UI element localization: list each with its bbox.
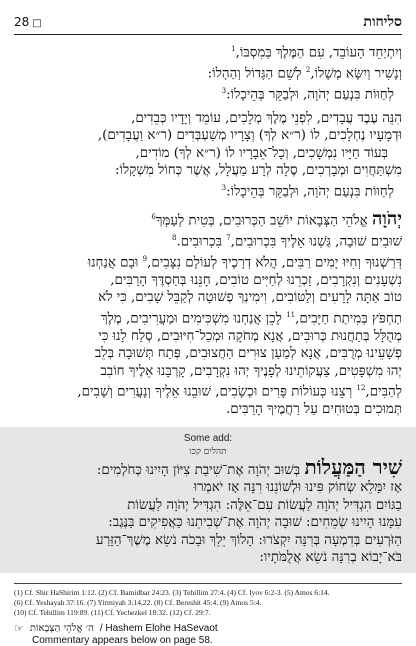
footnote-line: (1) Cf. Shir HaShirim 1:12. (2) Cf. Bamidbar 24:23. (3) Tehillim 27:4. (4) Cf. Iyov 6:2-3. (5) Amos 6:14. [14, 587, 330, 597]
text-line: וּדְמָעָיו נֶחְלָכִים, לוֹ (ר״א לְךָ) וְצָרָיו מְשַׁעְבְּדִים (ר״א וַעֲבָדִים), [97, 128, 402, 144]
text-line: לְהַבִּים,$^{12}$ רְצֵנוּ כְּעוֹלוֹת פָּרִים וּכְשָׂבִים, שׁוּבֵנוּ אֵלֶיךָ וְנָעֲרִים וְשָׁבִים, [77, 384, 402, 400]
footnote-line: (10) Cf. Tehillim 119:89. (11) Cf. Yechezkel 18:32. (12) Cf. 29:7. [14, 607, 211, 617]
text-line: תְּמוּכִים בְּטוּחִים עַל רַחֲמֶיךָ הָרַבִּים. [226, 402, 402, 418]
footnote-line: (6) Cf. Yeshayah 37:16. (7) Yirmiyah 3:14,22. (8) Cf. Bereshit 45:4. (9) Amos 5:4. [14, 597, 262, 607]
psalm-section [0, 427, 416, 573]
text-line: יְהוּ מִשְׁפָּטִים, צַעֲקוֹתֵינוּ לְפָנֶיךָ יְהוּ נִקְרָבִים, קָרְבָּנוּ אֵלֶיךָ חוֹבִב [100, 363, 402, 379]
text-line: פְשָׁעֵינוּ מְרֻבִּים, אֲנָא לְמַעַן צוּרִים הַחֲצוּבִים, פְּתַח תְּשׁוּבָה בְּלֵב [94, 346, 402, 362]
text-line: וְנָשִׁיר וְיִשָּׂא מְשָׁלוֹ,$^2$ לְשֵׁם הַגָּדוֹל וְהַהָלוֹ: [207, 65, 402, 82]
text-line: נִשְׁעָנִים וְנִקְרָבִים, זָכְרֵנוּ לְחַיִּים טוֹבִים, חָנֵּנוּ בְּחַסְדֶּךָ הָרַבִּים, [110, 272, 402, 288]
text-line: הִנֵּה עֶבֶד עֲבָדִים, לִפְנֵי מֶלֶךְ מְלָכִים, עוֹמֵד וְיָדָיו כְּבֵדִים, [131, 110, 402, 126]
selichot-text [14, 41, 402, 419]
text-line: אָז יִמָּלֵא שְׂחוֹק פִּינוּ וּלְשׁוֹנֵנוּ רִנָּה אָז יֹאמְרוּ [193, 480, 402, 496]
some-add-note: Some add: [183, 432, 233, 444]
commentary-heading [14, 622, 402, 635]
footnotes [14, 583, 402, 618]
text-line: תַחְפֹּץ בְּמִיתַת חַיָּבִים,$^{11}$ לָכֵן אֲנַחְנוּ מִשְׁכִּימִים וּמַעֲרִיבִים, מֶלֶךְ [100, 310, 402, 327]
text-line: דְּרַשְׁנוּךָ וְחִיּוּ יָמִים רַבִּים, הֲלֹא דְרָכֶיךָ לְעוֹלָם נִצָּבִים,$^9$ וּבָם אֲנַחְנוּ [87, 254, 402, 271]
text-line: בַגּוֹיִם הִגְדִּיל יְהֹוָה לַעֲשׂוֹת עִם־אֵלֶּה: הִגְדִּיל יְהֹוָה לַעֲשׂוֹת [127, 497, 402, 513]
lead-word: יְהֹוָה [371, 208, 402, 230]
refrain-line: לְחַוּוֹת בִּנְעַם יְהֹוָה, וּלְבַקֵּר בְּהֵיכָלוֹ:$^3$ [221, 183, 394, 200]
text-line: שִׁיר הַמַּעֲלוֹת בְּשׁוּב יְהֹוָה אֶת־שִׁיבַת צִיּוֹן הָיִינוּ כְּחֹלְמִים: [96, 454, 402, 479]
psalm-text [14, 454, 402, 567]
text-line: בֹּא־יָבוֹא בְרִנָּה נֹשֵׂא אֲלֻמֹּתָיו: [259, 550, 402, 566]
text-line: בְּעוֹד חַיָּיו נִמְשָׁכִים, וְכָל־אֵבָרָיו לוֹ (ר״א לְךָ) מוֹדִים, [135, 145, 388, 161]
page-header [14, 10, 402, 35]
psalm-title: שִׁיר הַמַּעֲלוֹת [304, 454, 402, 479]
siddur-page [0, 10, 416, 646]
text-line: עִמָּנוּ הָיִינוּ שְׂמֵחִים: שׁוּבָה יְהֹוָה אֶת־שְׁבִיתֵנוּ כַּאֲפִיקִים בַּנֶּגֶב: [108, 515, 402, 531]
refrain-line: לְחַוּוֹת בִּנְעַם יְהֹוָה, וּלְבַקֵּר בְּהֵיכָלוֹ:$^3$ [221, 86, 394, 103]
text-line: טוֹב אַתָּה לָרָעִים וְלַטּוֹבִים, וִימִינְךָ פְשׁוּטָה לְקַבֵּל שָׁבִים, כִּי לֹא [98, 290, 402, 306]
text-line: שׁוּבִים שׁוּבָה, גַּשְׁנוּ אֵלֶיךָ בִּכְרוּבִים,$^7$ בִּכְרוּבִים.$^8$ [171, 233, 402, 250]
commentary-english: / Hashem Elohe HaSevaot [99, 622, 218, 634]
running-head: סליחות [363, 13, 402, 30]
page-number: 28 □ [14, 15, 42, 29]
pointing-hand-icon: ☞ [14, 622, 24, 635]
text-line: יְהֹוָה אֱלֹהֵי הַצְּבָאוֹת יוֹשֵׁב הַכְּרוּבִים, בְּטִית לְעַמְּךָ$^6$ [151, 208, 402, 230]
text-line: וְיִתְיַחֵד הָעוֹבֵד, עִם הַמֶּלֶךְ בְּמִסְבּוֹ,$^1$ [231, 45, 402, 61]
psalm-reference: תהלים קכו [189, 446, 227, 457]
text-line: מְהֻלָּל בְּתַחֲנוּת כְּרוּבִים, אֲנָא מְחֹקָה וּמְכַל־חִיּוּבִים, סְלַח לָנוּ כִּי [98, 328, 402, 344]
commentary-hebrew: ה׳ אֱלֹהֵי הַצְּבָאוֹת [29, 622, 94, 634]
page-symbol: □ [32, 18, 42, 29]
text-line: הַזֹּרְעִים בְּדִמְעָה בְּרִנָּה יִקְצֹרוּ: הָלוֹךְ יֵלֵךְ וּבָכֹה נֹשֵׂא מֶשֶׁךְ־הַזָּרַע [96, 532, 402, 548]
commentary-note: Commentary appears below on page 58. [32, 634, 213, 646]
text-line: מִשְׁתַּחֲוִים וּמְבָרְכִים, סֶלָה לְרָע מַעֲלָל, אֲשֶׁר כְּחוֹל מִשְׁקָלוֹ: [114, 163, 402, 179]
